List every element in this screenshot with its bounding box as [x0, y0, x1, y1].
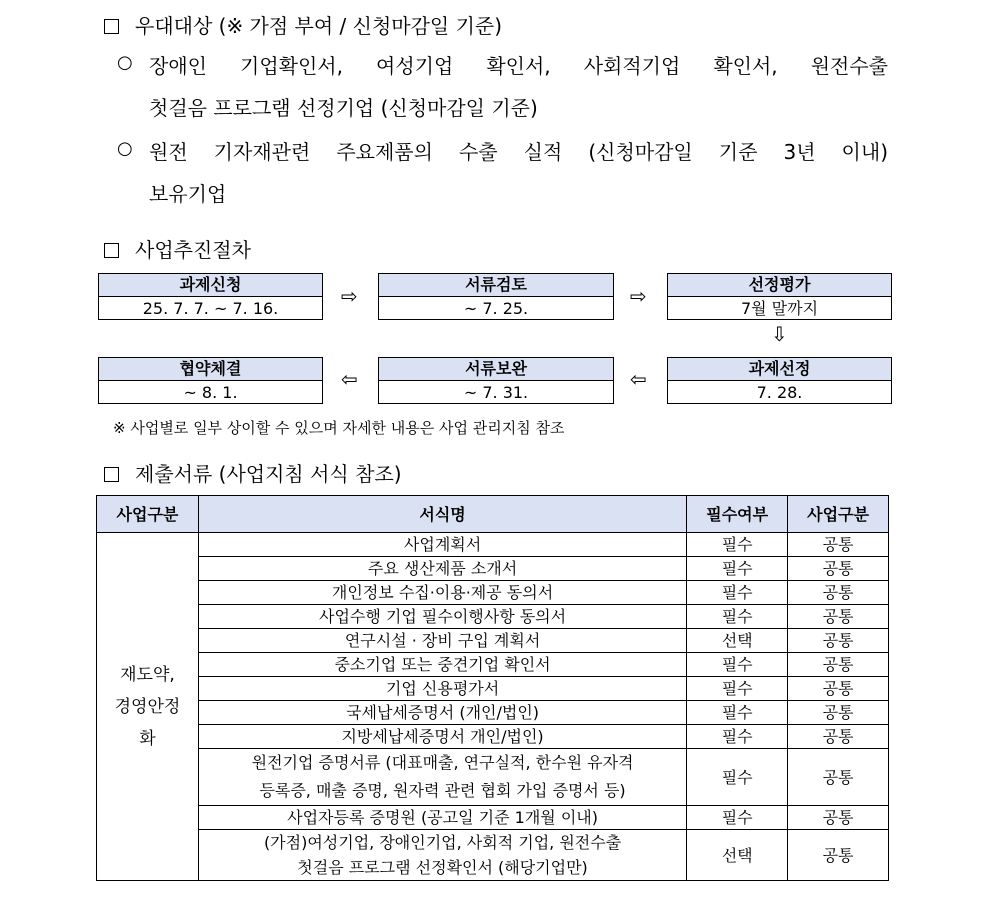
type-value: 공통	[788, 653, 889, 677]
type-value: 공통	[788, 830, 889, 881]
required-value: 필수	[687, 605, 788, 629]
process-step-date: 7. 28.	[756, 383, 803, 402]
table-row	[97, 629, 889, 653]
bullet-2-line-2: 보유기업	[149, 182, 227, 206]
process-step-date: 25. 7. 7. ~ 7. 16.	[142, 299, 279, 318]
required-value: 필수	[687, 806, 788, 830]
category-line: 경영안정	[114, 696, 181, 717]
checkbox-square-icon	[104, 243, 119, 258]
process-step-name: 선정평가	[668, 274, 891, 297]
category-cell	[97, 533, 199, 881]
form-name: 개인정보 수집·이용·제공 동의서	[198, 581, 686, 605]
table-row	[97, 605, 889, 629]
bullet-1-line-2: 첫걸음 프로그램 선정기업 (신청마감일 기준)	[149, 96, 538, 120]
type-value: 공통	[788, 581, 889, 605]
arrow-right-icon: ⇨	[630, 284, 647, 308]
form-name: 지방세납세증명서 개인/법인)	[198, 725, 686, 749]
process-step-selection	[667, 357, 892, 404]
type-value: 공통	[788, 749, 889, 806]
process-note: ※ 사업별로 일부 상이할 수 있으며 자세한 내용은 사업 관리지침 참조	[113, 419, 565, 437]
table-row	[97, 806, 889, 830]
process-step-date: 7월 말까지	[740, 299, 819, 318]
bullet-circle-icon: ○	[117, 52, 133, 73]
required-value: 필수	[687, 749, 788, 806]
type-value: 공통	[788, 605, 889, 629]
process-step-apply	[98, 273, 323, 320]
table-row	[97, 581, 889, 605]
table-row	[97, 557, 889, 581]
category-line: 화	[139, 728, 156, 749]
section3-title: 제출서류 (사업지침 서식 참조)	[104, 458, 402, 487]
required-value: 필수	[687, 557, 788, 581]
form-name: 기업 신용평가서	[198, 677, 686, 701]
form-name: 주요 생산제품 소개서	[198, 557, 686, 581]
table-row	[97, 749, 889, 806]
form-name-multiline	[198, 830, 686, 881]
arrow-right-icon: ⇨	[341, 284, 358, 308]
section1-title: 우대대상 (※ 가점 부여 / 신청마감일 기준)	[104, 10, 502, 39]
bullet-1-line-1: 장애인 기업확인서, 여성기업 확인서, 사회적기업 확인서, 원전수출	[149, 54, 888, 78]
process-step-date: ~ 7. 25.	[463, 299, 529, 318]
required-value: 선택	[687, 629, 788, 653]
required-value: 필수	[687, 725, 788, 749]
category-line: 재도약,	[120, 664, 175, 685]
process-step-agreement	[98, 357, 323, 404]
form-name: 사업계획서	[198, 533, 686, 557]
form-name: 중소기업 또는 중견기업 확인서	[198, 653, 686, 677]
process-step-supplement	[378, 357, 614, 404]
type-value: 공통	[788, 701, 889, 725]
required-value: 필수	[687, 701, 788, 725]
header-type: 사업구분	[788, 496, 889, 533]
required-value: 필수	[687, 533, 788, 557]
process-step-name: 과제선정	[668, 358, 891, 381]
process-step-name: 서류보완	[379, 358, 613, 381]
arrow-left-icon: ⇦	[630, 367, 647, 391]
type-value: 공통	[788, 725, 889, 749]
type-value: 공통	[788, 677, 889, 701]
checkbox-square-icon	[104, 19, 119, 34]
documents-table	[96, 495, 889, 881]
form-name: 사업자등록 증명원 (공고일 기준 1개월 이내)	[198, 806, 686, 830]
table-row	[97, 725, 889, 749]
required-value: 필수	[687, 677, 788, 701]
form-name-multiline	[198, 749, 686, 806]
form-name-line: 원전기업 증명서류 (대표매출, 연구실적, 한수원 유자격	[251, 753, 634, 772]
table-row	[97, 830, 889, 881]
table-header-row	[97, 496, 889, 533]
process-step-date: ~ 7. 31.	[463, 383, 529, 402]
table-row	[97, 677, 889, 701]
required-value: 필수	[687, 653, 788, 677]
form-name: 국세납세증명서 (개인/법인)	[198, 701, 686, 725]
header-required: 필수여부	[687, 496, 788, 533]
arrow-left-icon: ⇦	[341, 367, 358, 391]
checkbox-square-icon	[104, 467, 119, 482]
process-step-evaluation	[667, 273, 892, 320]
process-step-name: 협약체결	[99, 358, 322, 381]
process-step-review	[378, 273, 614, 320]
type-value: 공통	[788, 557, 889, 581]
table-row	[97, 653, 889, 677]
type-value: 공통	[788, 629, 889, 653]
process-step-name: 과제신청	[99, 274, 322, 297]
table-row	[97, 701, 889, 725]
form-name-line: (가점)여성기업, 장애인기업, 사회적 기업, 원전수출	[263, 833, 622, 852]
process-step-name: 서류검토	[379, 274, 613, 297]
process-step-date: ~ 8. 1.	[183, 383, 238, 402]
bullet-circle-icon: ○	[117, 138, 133, 159]
type-value: 공통	[788, 533, 889, 557]
type-value: 공통	[788, 806, 889, 830]
form-name-line: 등록증, 매출 증명, 원자력 관련 협회 가입 증명서 등)	[259, 781, 626, 800]
header-form-name: 서식명	[198, 496, 686, 533]
table-row	[97, 533, 889, 557]
form-name: 연구시설 · 장비 구입 계획서	[198, 629, 686, 653]
form-name: 사업수행 기업 필수이행사항 동의서	[198, 605, 686, 629]
required-value: 필수	[687, 581, 788, 605]
arrow-down-icon: ⇩	[771, 322, 788, 346]
form-name-line: 첫걸음 프로그램 선정확인서 (해당기업만)	[297, 858, 588, 877]
header-category: 사업구분	[97, 496, 199, 533]
required-value: 선택	[687, 830, 788, 881]
section2-title: 사업추진절차	[104, 234, 251, 263]
bullet-2-line-1: 원전 기자재관련 주요제품의 수출 실적 (신청마감일 기준 3년 이내)	[149, 140, 888, 164]
